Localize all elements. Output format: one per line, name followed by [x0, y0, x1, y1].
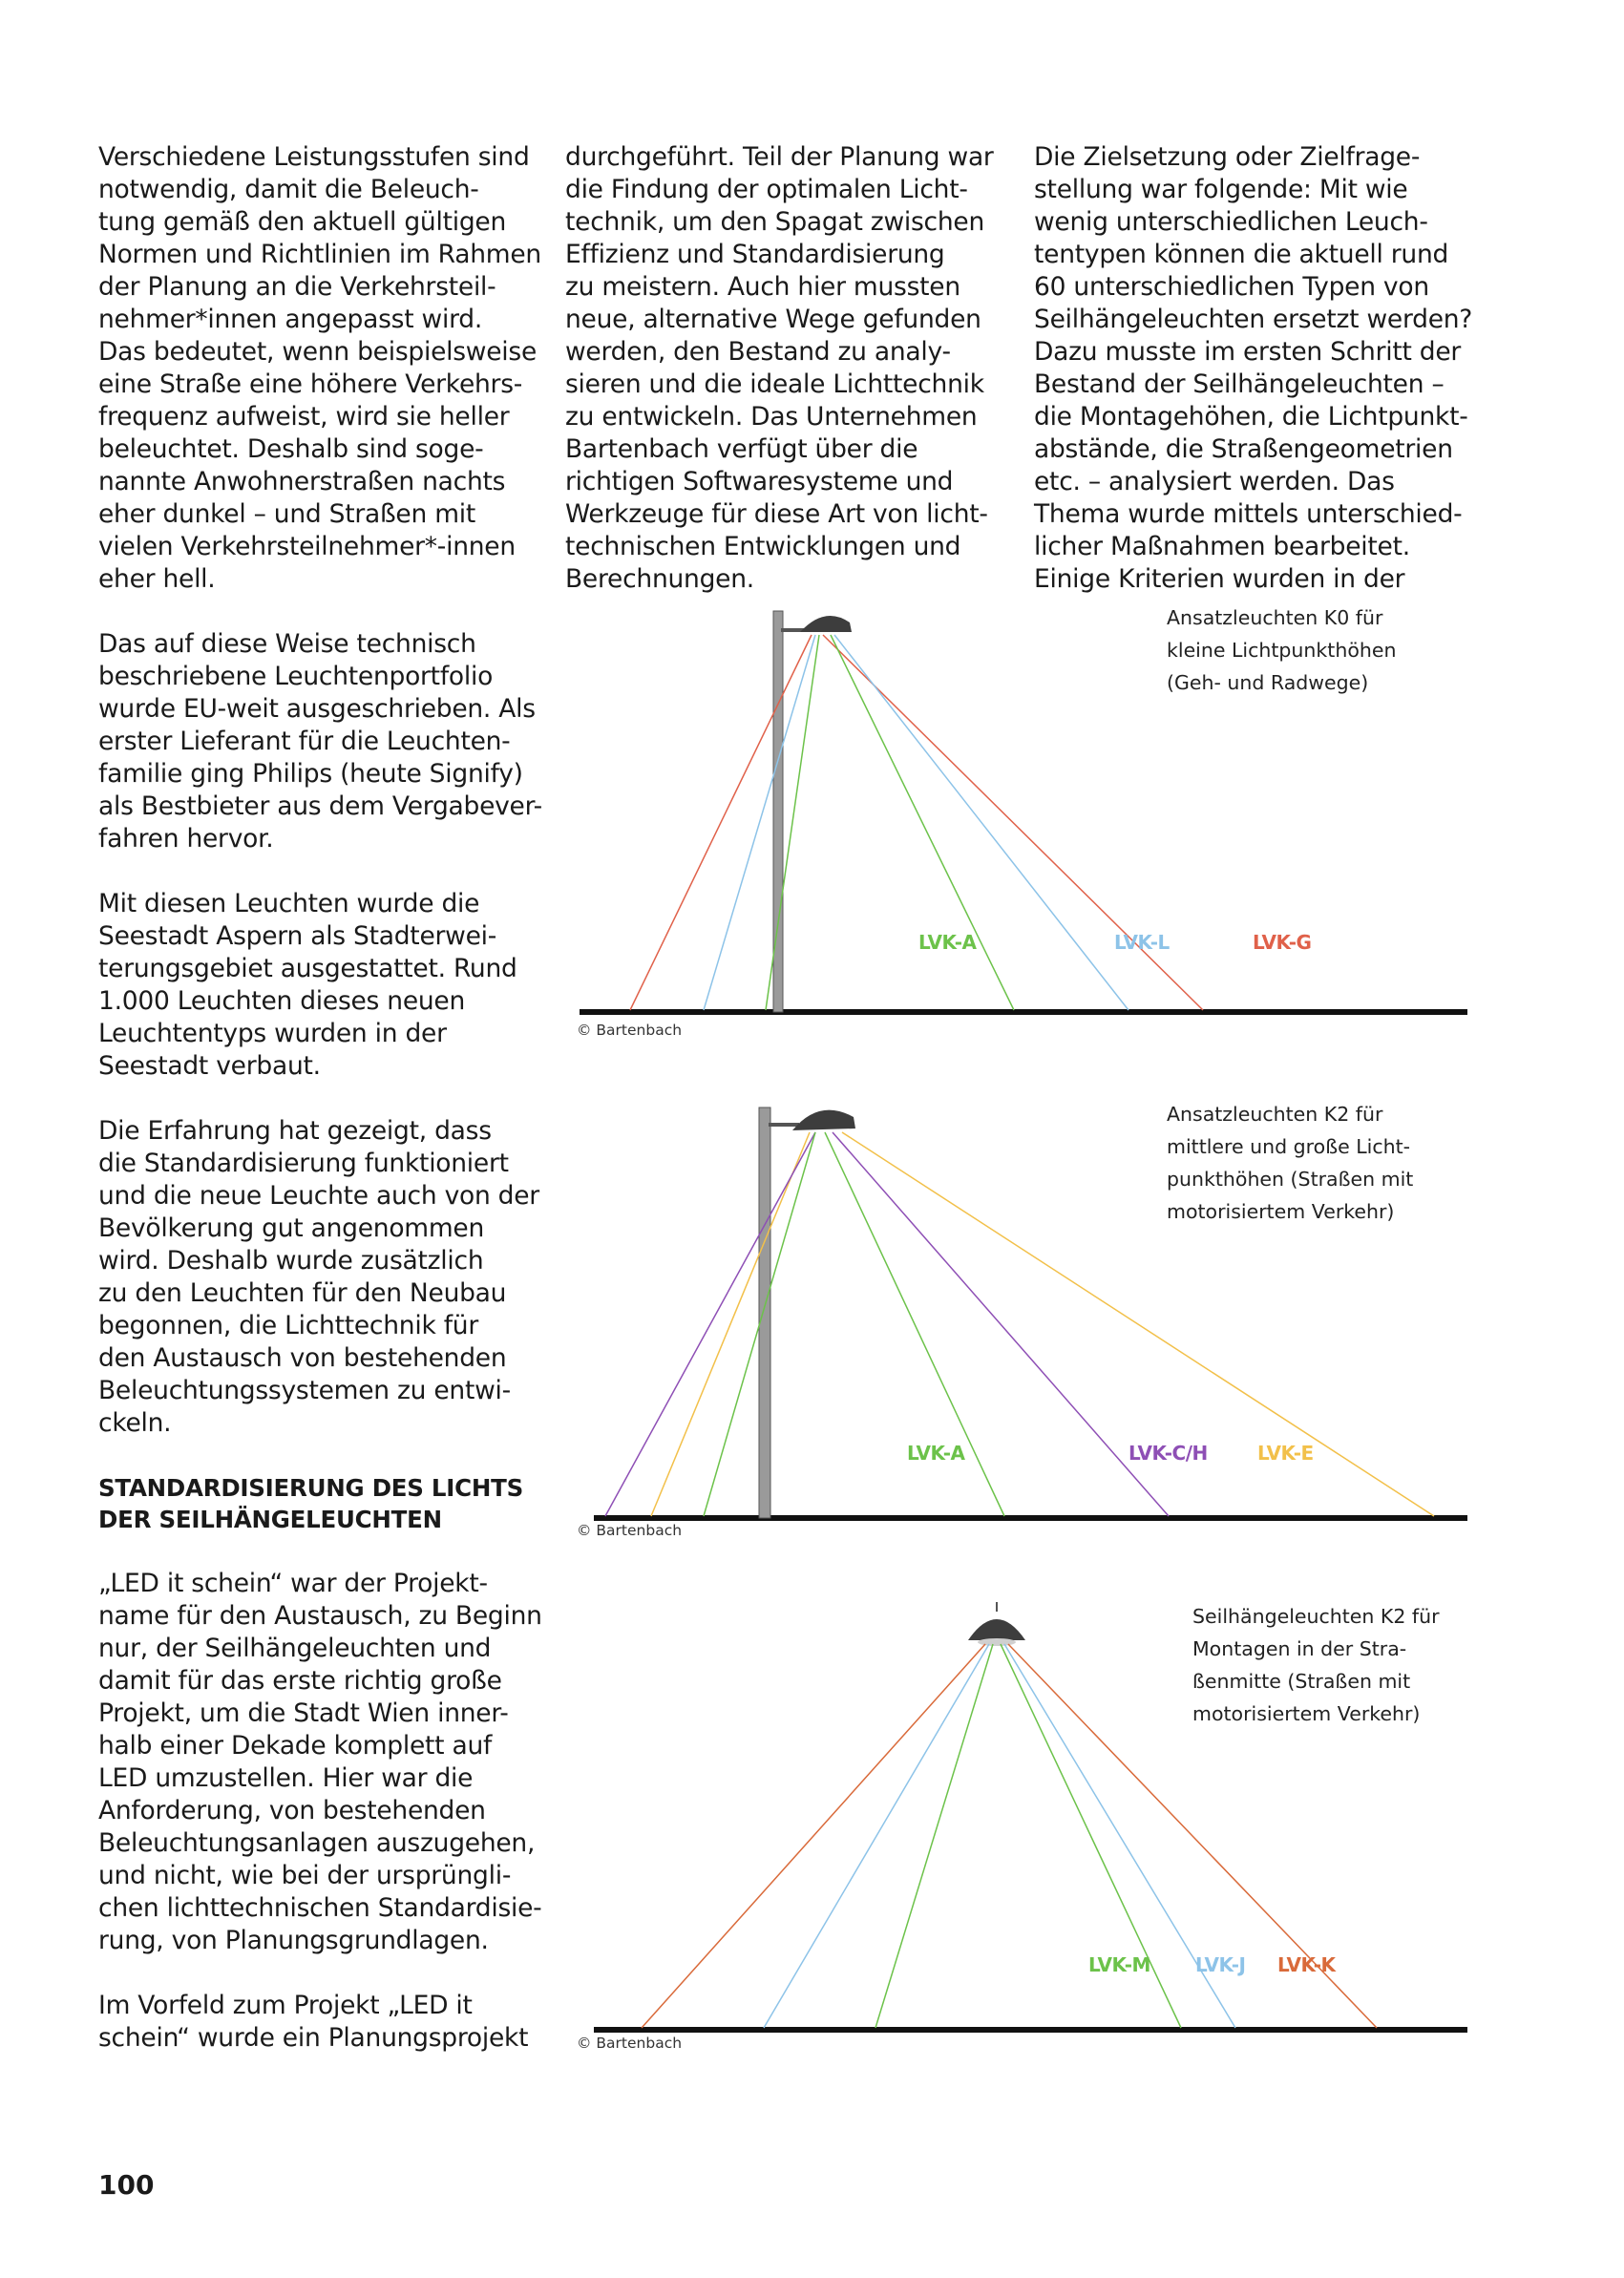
ray-red — [823, 635, 1203, 1010]
figure-caption: Seilhängeleuchten K2 für Montagen in der Stra- ßenmitte (Straßen mit motorisiertem Verkehr) — [1192, 1605, 1440, 1725]
text-column-3 — [1034, 141, 1511, 596]
ray-purple — [605, 1132, 815, 1516]
figure-k0 — [565, 601, 1472, 1041]
ray-blue — [764, 1644, 989, 2028]
paragraph: Verschiedene Leistungsstufen sind notwendig, damit die Beleuch- tung gemäß den aktuell gültigen Normen und Richtlinien im Rahmen der Planung an die Verkehrsteil- nehmer*innen angepasst wird. Das bedeutet, wenn beispielsweise eine Straße eine höhere Verkehrs- frequenz aufweist, wird sie heller beleuchtet. Deshalb sind soge- nannte Anwohnerstraßen nachts eher dunkel – und Straßen mit vielen Verkehrsteilnehmer*-innen eher hell. — [98, 142, 541, 594]
lvk-label: LVK-J — [1195, 1953, 1246, 1976]
text-column-1 — [98, 141, 547, 2055]
paragraph: Das auf diese Weise technisch beschriebene Leuchtenportfolio wurde EU-weit ausgeschrieben. Als erster Lieferant für die Leuchten- familie ging Philips (heute Signify) als Bestbieter aus dem Vergabever- fahren hervor. — [98, 629, 542, 854]
paragraph: Im Vorfeld zum Projekt „LED it schein“ wurde ein Planungsprojekt — [98, 1991, 529, 2053]
ray-green — [831, 635, 1014, 1010]
luminaire-head — [800, 616, 852, 632]
paragraph: Die Zielsetzung oder Zielfrage- stellung war folgende: Mit wie wenig unterschiedlichen Leuch- tentypen können die aktuell rund 60 unterschiedlichen Typen von Seilhängeleuchten ersetzt werden? Dazu musste im ersten Schritt der Bestand der Seilhängeleuchten – die Montagehöhen, die Lichtpunkt- abstände, die Straßengeometrien etc. – analysiert werden. Das Thema wurde mittels unterschied- licher Maßnahmen bearbeitet. Einige Kriterien wurden in der — [1034, 142, 1473, 594]
lvk-label: LVK-A — [918, 931, 977, 954]
lvk-label: LVK-C/H — [1128, 1442, 1208, 1465]
ray-purple — [833, 1132, 1169, 1516]
image-credit: © Bartenbach — [577, 2035, 683, 2052]
figure-caption: Ansatzleuchten K2 für mittlere und große Licht- punkthöhen (Straßen mit motorisiertem Verkehr) — [1167, 1103, 1414, 1223]
ray-yellow — [651, 1132, 810, 1516]
lvk-label: LVK-E — [1257, 1442, 1314, 1465]
light-rays — [630, 635, 1203, 1010]
paragraph: „LED it schein“ war der Projekt- name für den Austausch, zu Beginn nur, der Seilhängeleuchten und damit für das erste richtig große Projekt, um die Stadt Wien inner- halb einer Dekade komplett auf LED umzustellen. Hier war die Anforderung, von bestehenden Beleuchtungsanlagen auszugehen, und nicht, wie bei der ursprüngli- chen lichttechnischen Standardisie- rung, von Planungsgrundlagen. — [98, 1569, 542, 1955]
text-column-2 — [565, 141, 1014, 596]
paragraph: Die Erfahrung hat gezeigt, dass die Standardisierung funktioniert und die neue Leuchte auch von der Bevölkerung gut angenommen wird. Deshalb wurde zusätzlich zu den Leuchten für den Neubau begonnen, die Lichttechnik für den Austausch von bestehenden Beleuchtungssystemen zu entwi- ckeln. — [98, 1116, 539, 1438]
lvk-label: LVK-L — [1114, 931, 1170, 954]
image-credit: © Bartenbach — [577, 1022, 683, 1039]
lvk-label: LVK-G — [1253, 931, 1312, 954]
lvk-label: LVK-M — [1088, 1953, 1150, 1976]
pole — [759, 1107, 770, 1518]
luminaire-lens — [978, 1638, 1016, 1646]
figure-seilhaenge — [565, 1592, 1472, 2060]
luminaire-head — [792, 1110, 855, 1130]
section-heading: STANDARDISIERUNG DES LICHTS DER SEILHÄNGELEUCHTEN — [98, 1474, 524, 1533]
luminaire-head — [968, 1619, 1025, 1640]
page-number: 100 — [98, 2169, 155, 2201]
figure-caption: Ansatzleuchten K0 für kleine Lichtpunkthöhen (Geh- und Radwege) — [1167, 606, 1397, 694]
image-credit: © Bartenbach — [577, 1522, 683, 1539]
lvk-label: LVK-K — [1277, 1953, 1336, 1976]
ray-blue — [834, 635, 1128, 1010]
figure-k2 — [565, 1098, 1472, 1547]
paragraph: Mit diesen Leuchten wurde die Seestadt Aspern als Stadterwei- terungsgebiet ausgestattet. Rund 1.000 Leuchten dieses neuen Leuchtentyps wurden in der Seestadt verbaut. — [98, 889, 517, 1081]
paragraph: durchgeführt. Teil der Planung war die Findung der optimalen Licht- technik, um den Spagat zwischen Effizienz und Standardisierung zu meistern. Auch hier mussten neue, alternative Wege gefunden werden, den Bestand zu analy- sieren und die ideale Lichttechnik zu entwickeln. Das Unternehmen Bartenbach verfügt über die richtigen Softwaresysteme und Werkzeuge für diese Art von licht- technischen Entwicklungen und Berechnungen. — [565, 142, 994, 594]
pole — [773, 611, 783, 1012]
lvk-label: LVK-A — [907, 1442, 965, 1465]
